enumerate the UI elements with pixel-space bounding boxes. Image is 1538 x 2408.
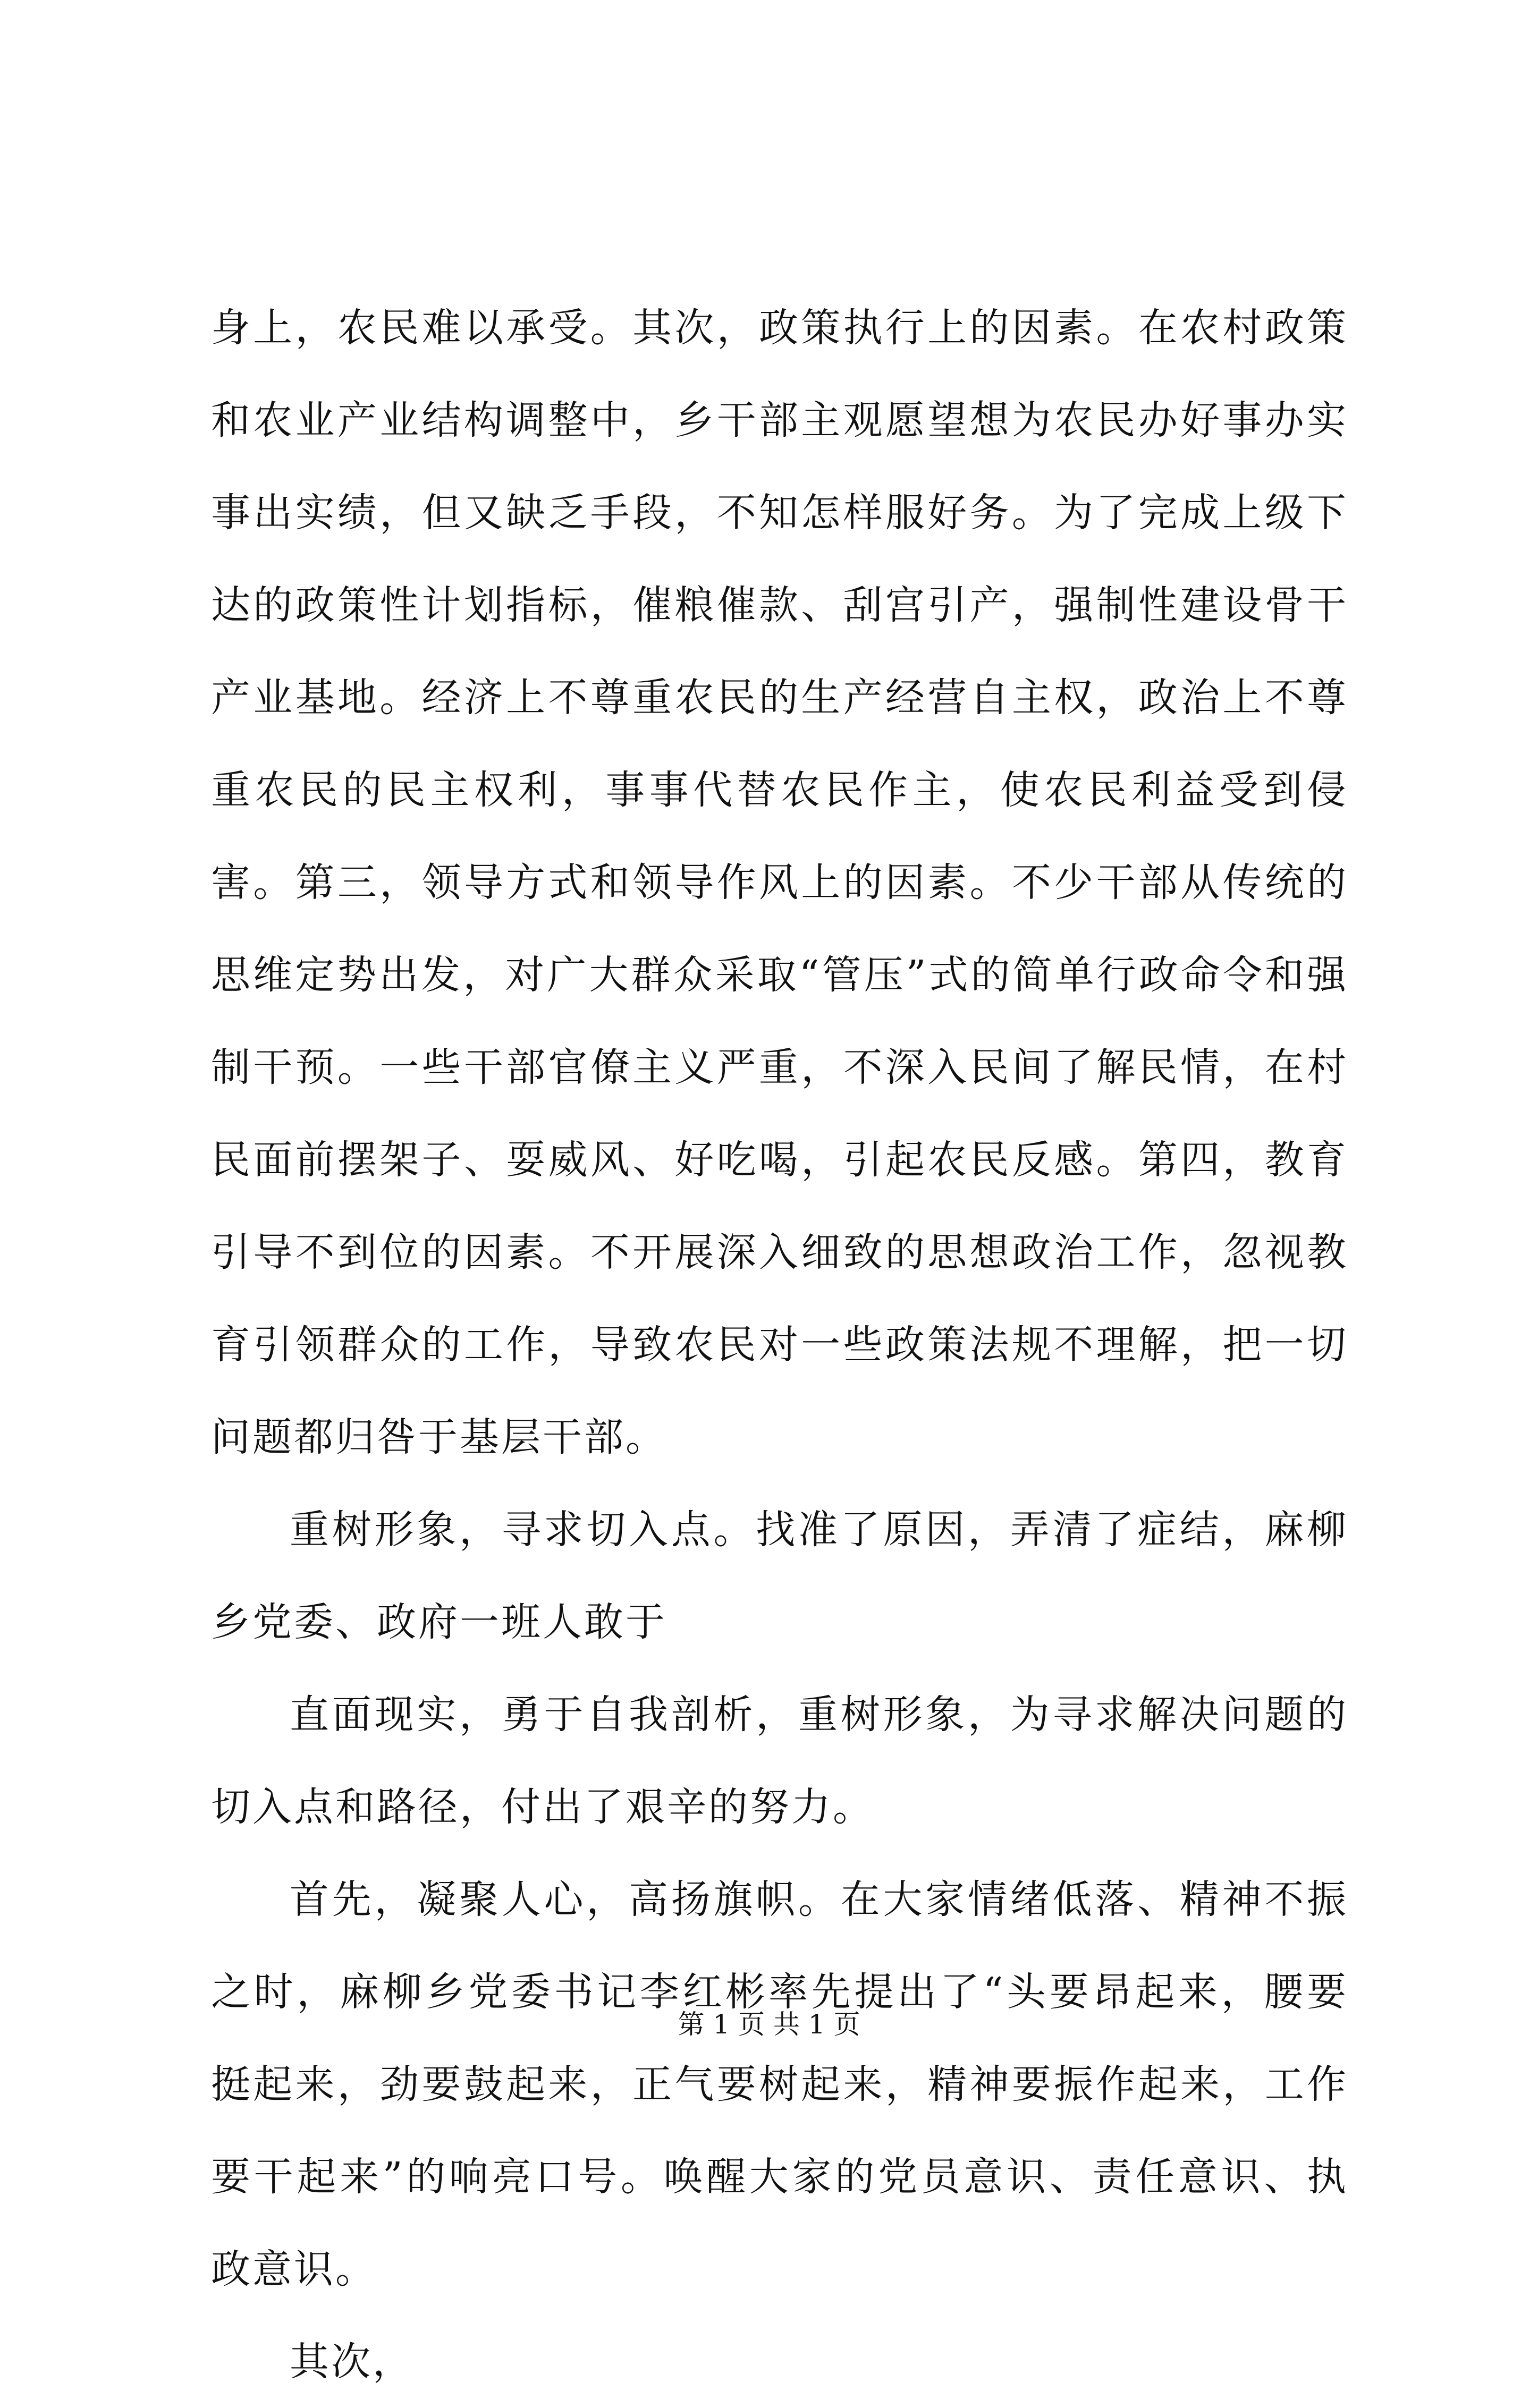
paragraph-5: 其次， <box>290 2339 414 2385</box>
document-body <box>211 282 1348 2408</box>
paragraph-2: 重树形象，寻求切入点。找准了原因，弄清了症结，麻柳乡党委、政府一班人敢于 <box>211 1507 1348 1645</box>
page-footer <box>0 2008 1538 2040</box>
paragraph-4: 首先，凝聚人心，高扬旗帜。在大家情绪低落、精神不振之时，麻柳乡党委书记李红彬率先提出了“头要昂起来，腰要挺起来，劲要鼓起来，正气要树起来，精神要振作起来，工作要干起来”的响亮口号。唤醒大家的党员意识、责任意识、执政意识。 <box>211 1877 1348 2292</box>
page-number-label: 第 1 页 共 1 页 <box>678 2009 860 2040</box>
paragraph-3: 直面现实，勇于自我剖析，重树形象，为寻求解决问题的切入点和路径，付出了艰辛的努力。 <box>211 1692 1348 1830</box>
paragraph-1: 身上，农民难以承受。其次，政策执行上的因素。在农村政策和农业产业结构调整中，乡干部主观愿望想为农民办好事办实事出实绩，但又缺乏手段，不知怎样服好务。为了完成上级下达的政策性计划指标，催粮催款、刮宫引产，强制性建设骨干产业基地。经济上不尊重农民的生产经营自主权，政治上不尊重农民的民主权利，事事代替农民作主，使农民利益受到侵害。第三，领导方式和领导作风上的因素。不少干部从传统的思维定势出发，对广大群众采取“管压”式的简单行政命令和强制干预。一些干部官僚主义严重，不深入民间了解民情，在村民面前摆架子、耍威风、好吃喝，引起农民反感。第四，教育引导不到位的因素。不开展深入细致的思想政治工作，忽视教育引领群众的工作，导致农民对一些政策法规不理解，把一切问题都归咎于基层干部。 <box>211 305 1348 1460</box>
